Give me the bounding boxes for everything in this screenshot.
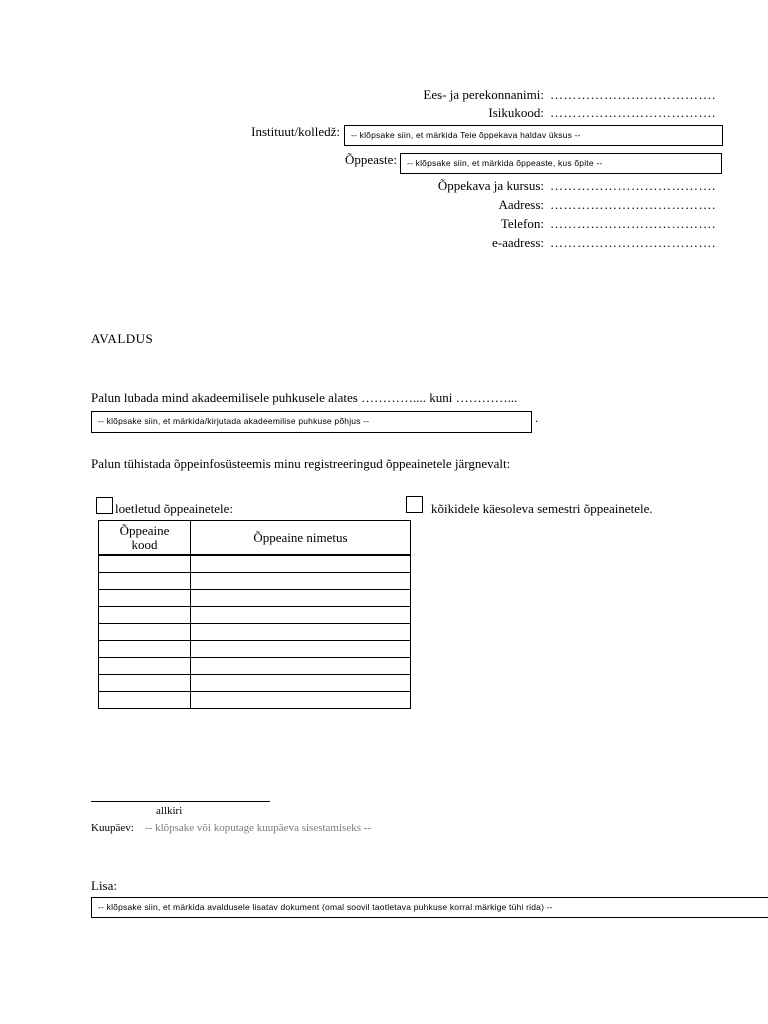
curriculum-label: Õppekava ja kursus:	[437, 178, 544, 193]
courses-table	[98, 520, 411, 709]
name-value[interactable]: ……………………………….	[550, 87, 716, 102]
listed-courses-label: loetletud õppeainetele:	[115, 501, 234, 516]
attachment-label: Lisa:	[91, 878, 117, 893]
email-label: e-aadress:	[492, 235, 544, 250]
listed-courses-checkbox[interactable]	[96, 497, 113, 514]
course-name-cell[interactable]	[191, 573, 411, 590]
table-row	[99, 658, 411, 675]
course-code-cell[interactable]	[99, 658, 191, 675]
leave-request-text: Palun lubada mind akadeemilisele puhkusele alates ………….... kuni …………...	[91, 390, 518, 405]
address-value[interactable]: ……………………………….	[550, 197, 716, 212]
cancel-request-text: Palun tühistada õppeinfosüsteemis minu registreeringud õppeainetele järgnevalt:	[91, 456, 511, 471]
curriculum-value[interactable]: ……………………………….	[550, 178, 716, 193]
email-value[interactable]: ……………………………….	[550, 235, 716, 250]
phone-value[interactable]: ……………………………….	[550, 216, 716, 231]
study-level-label: Õppeaste:	[345, 152, 397, 167]
course-code-cell[interactable]	[99, 675, 191, 692]
course-code-cell[interactable]	[99, 641, 191, 658]
course-code-cell[interactable]	[99, 624, 191, 641]
course-code-cell[interactable]	[99, 555, 191, 573]
course-name-cell[interactable]	[191, 555, 411, 573]
address-label: Aadress:	[498, 197, 544, 212]
institute-field[interactable]: -- klõpsake siin, et märkida Teie õppekava haldav üksus --	[344, 125, 723, 146]
course-code-cell[interactable]	[99, 590, 191, 607]
course-name-cell[interactable]	[191, 675, 411, 692]
course-name-cell[interactable]	[191, 624, 411, 641]
table-row	[99, 692, 411, 709]
leave-reason-period: .	[535, 410, 539, 425]
table-row	[99, 641, 411, 658]
leave-reason-field[interactable]: -- klõpsake siin, et märkida/kirjutada akadeemilise puhkuse põhjus --	[91, 411, 532, 433]
attachment-field[interactable]: -- klõpsake siin, et märkida avaldusele lisatav dokument (omal soovil taotletava puhkuse korral märkige tühi rida) --	[91, 897, 768, 918]
course-code-cell[interactable]	[99, 607, 191, 624]
all-courses-label: kõikidele käesoleva semestri õppeainetele.	[431, 501, 653, 516]
institute-label: Instituut/kolledž:	[251, 124, 340, 139]
table-header-row	[99, 521, 411, 556]
phone-label: Telefon:	[500, 216, 544, 231]
table-row	[99, 573, 411, 590]
course-name-header: Õppeaine nimetus	[191, 521, 411, 556]
document-title: AVALDUS	[91, 331, 154, 346]
course-code-cell[interactable]	[99, 692, 191, 709]
signature-label: allkiri	[156, 805, 183, 817]
signature-line	[91, 801, 270, 802]
course-name-cell[interactable]	[191, 607, 411, 624]
date-field[interactable]: -- klõpsake või koputage kuupäeva sisestamiseks --	[145, 822, 372, 834]
name-label: Ees- ja perekonnanimi:	[423, 87, 544, 102]
study-level-field[interactable]: -- klõpsake siin, et märkida õppeaste, kus õpite --	[400, 153, 722, 174]
course-name-cell[interactable]	[191, 641, 411, 658]
course-code-cell[interactable]	[99, 573, 191, 590]
id-code-label: Isikukood:	[488, 105, 544, 120]
table-row	[99, 624, 411, 641]
table-row	[99, 590, 411, 607]
date-label: Kuupäev:	[91, 822, 134, 834]
table-row	[99, 675, 411, 692]
course-name-cell[interactable]	[191, 590, 411, 607]
course-code-header: Õppeaine kood	[99, 521, 191, 556]
table-row	[99, 555, 411, 573]
id-code-value[interactable]: ……………………………….	[550, 105, 716, 120]
all-courses-checkbox[interactable]	[406, 496, 423, 513]
course-name-cell[interactable]	[191, 658, 411, 675]
course-name-cell[interactable]	[191, 692, 411, 709]
table-row	[99, 607, 411, 624]
